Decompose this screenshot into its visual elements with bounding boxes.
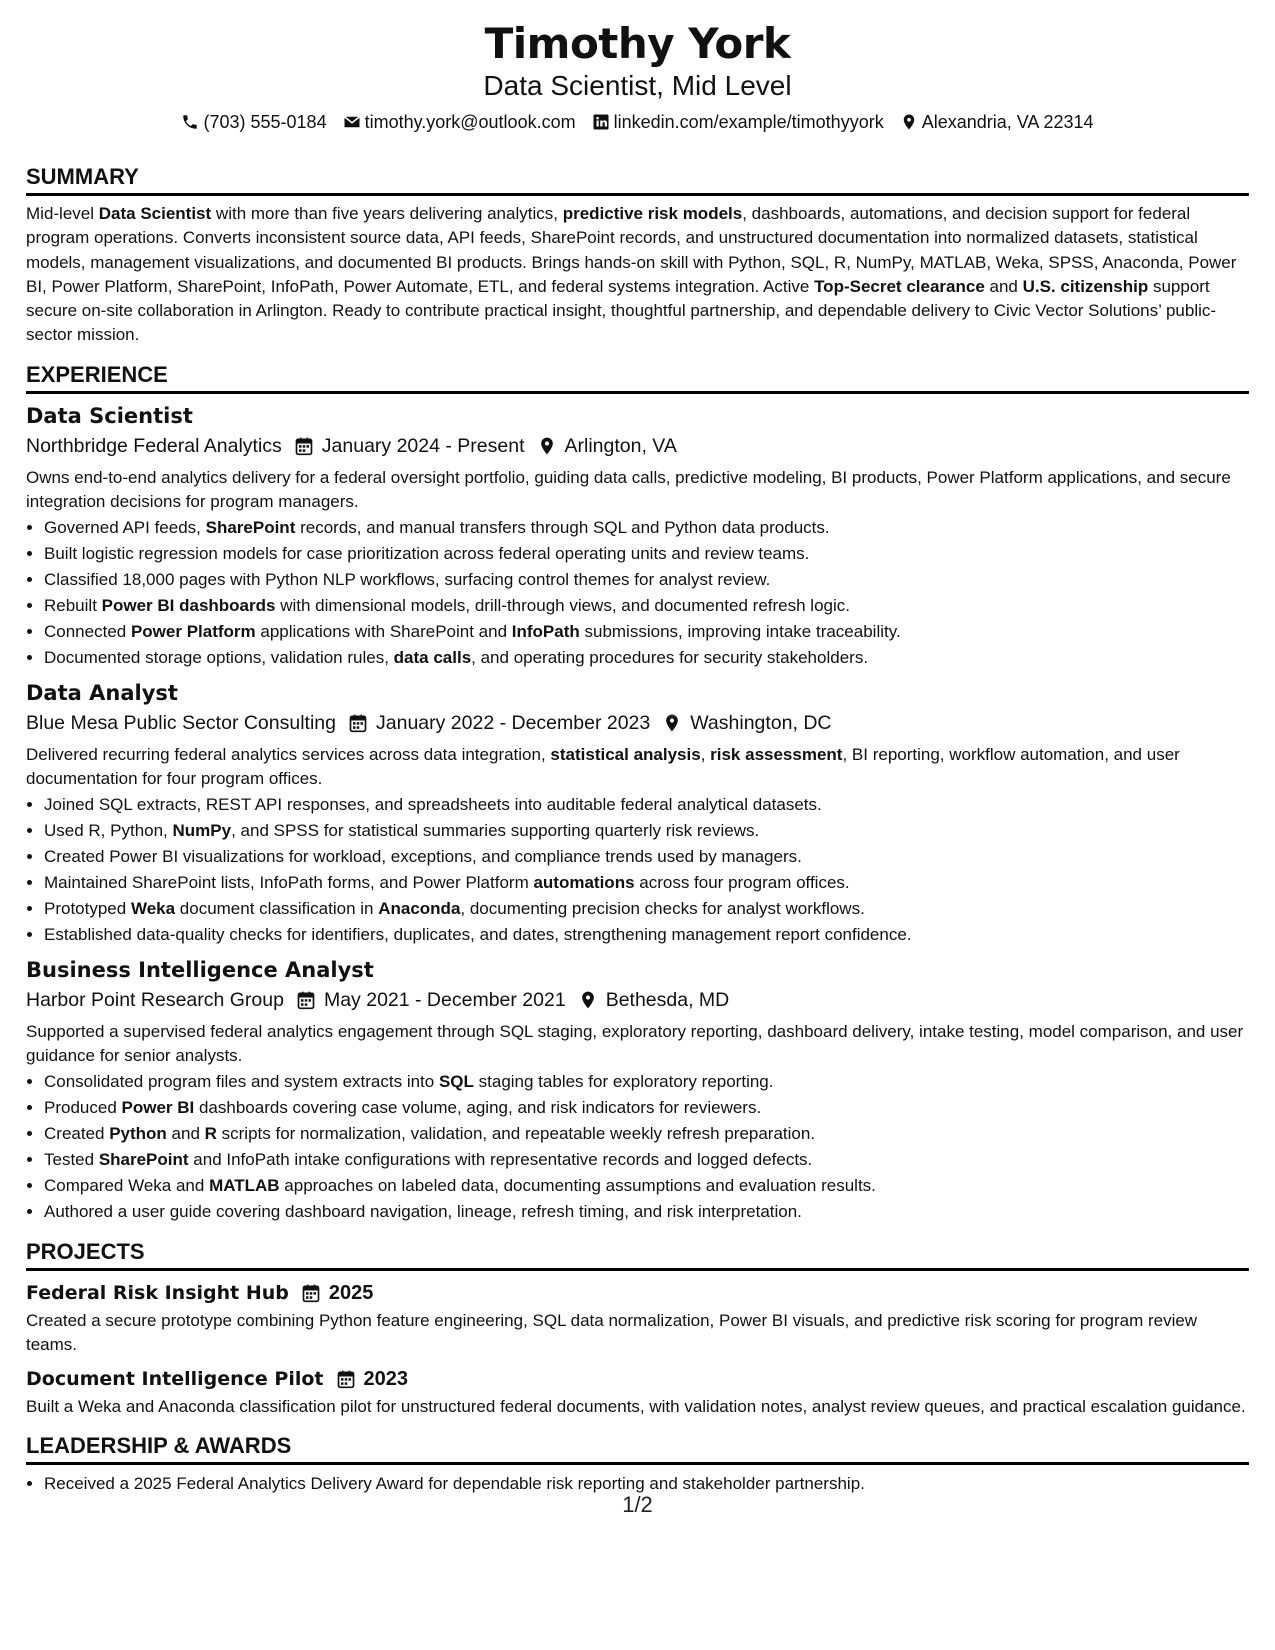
project-description: Built a Weka and Anaconda classification pilot for unstructured federal documents, with validation notes, analyst review queues, and practical escalation guidance. xyxy=(26,1396,1246,1416)
job-location: Bethesda, MD xyxy=(605,988,730,1011)
company-name: Harbor Point Research Group xyxy=(26,988,284,1011)
project-year: 2023 xyxy=(363,1367,408,1390)
calendar-icon xyxy=(336,1369,356,1389)
linkedin-icon xyxy=(592,113,610,131)
job-bullets xyxy=(26,515,1249,671)
job-meta xyxy=(26,709,1249,737)
job-description: Supported a supervised federal analytics engagement through SQL staging, exploratory reporting, dashboard delivery, intake testing, model comparison, and user guidance for senior analysts. xyxy=(26,1021,1244,1065)
job-title: Data Analyst xyxy=(26,680,178,705)
job-dates: January 2024 - Present xyxy=(321,434,525,457)
job-location: Arlington, VA xyxy=(564,434,677,457)
job-dates: May 2021 - December 2021 xyxy=(323,988,566,1011)
page-number: 1/2 xyxy=(622,1492,653,1517)
list-item: • Built logistic regression models for case prioritization across federal operating units and review teams. xyxy=(44,541,1249,567)
company-name: Blue Mesa Public Sector Consulting xyxy=(26,711,336,734)
list-item: • Prototyped Weka document classification in Anaconda, documenting precision checks for analyst workflows. xyxy=(44,896,1249,922)
calendar-icon xyxy=(296,990,316,1010)
project-header xyxy=(26,1365,1249,1393)
email-text[interactable]: timothy.york@outlook.com xyxy=(364,112,576,132)
list-item: • Governed API feeds, SharePoint records, and manual transfers through SQL and Python data products. xyxy=(44,515,1249,541)
contact-bar xyxy=(26,110,1249,134)
candidate-name: Timothy York xyxy=(484,19,791,68)
job-bullets xyxy=(26,1069,1249,1225)
summary-heading: SUMMARY xyxy=(26,164,1249,196)
list-item: • Rebuilt Power BI dashboards with dimensional models, drill-through views, and documented refresh logic. xyxy=(44,593,1249,619)
company-name: Northbridge Federal Analytics xyxy=(26,434,282,457)
list-item: • Authored a user guide covering dashboard navigation, lineage, refresh timing, and risk interpretation. xyxy=(44,1199,1249,1225)
job-title: Business Intelligence Analyst xyxy=(26,957,374,982)
job-bullets xyxy=(26,792,1249,948)
phone-icon xyxy=(181,113,199,131)
leadership-heading: LEADERSHIP & AWARDS xyxy=(26,1433,1249,1465)
contact-linkedin[interactable] xyxy=(592,110,884,134)
project-description: Created a secure prototype combining Python feature engineering, SQL data normalization, Power BI visuals, and predictive risk scoring for program review teams. xyxy=(26,1310,1198,1354)
map-pin-icon xyxy=(537,436,557,456)
experience-heading: EXPERIENCE xyxy=(26,362,1249,394)
resume-header xyxy=(26,18,1249,134)
list-item: • Used R, Python, NumPy, and SPSS for statistical summaries supporting quarterly risk reviews. xyxy=(44,818,1249,844)
job-meta xyxy=(26,432,1249,460)
project-header xyxy=(26,1279,1249,1307)
job-dates: January 2022 - December 2023 xyxy=(376,711,651,734)
list-item: • Classified 18,000 pages with Python NLP workflows, surfacing control themes for analyst review. xyxy=(44,567,1249,593)
contact-email[interactable] xyxy=(343,110,576,134)
job-description: Delivered recurring federal analytics services across data integration, statistical analysis, risk assessment, BI reporting, workflow automation, and user documentation for four program offices. xyxy=(26,744,1180,788)
calendar-icon xyxy=(294,436,314,456)
job-location: Washington, DC xyxy=(690,711,832,734)
contact-location xyxy=(900,110,1094,134)
resume-page xyxy=(26,18,1249,1497)
list-item: • Documented storage options, validation rules, data calls, and operating procedures for security stakeholders. xyxy=(44,645,1249,671)
list-item: • Created Power BI visualizations for workload, exceptions, and compliance trends used by managers. xyxy=(44,844,1249,870)
list-item: • Joined SQL extracts, REST API responses, and spreadsheets into auditable federal analytical datasets. xyxy=(44,792,1249,818)
map-pin-icon xyxy=(900,113,918,131)
project-year: 2025 xyxy=(328,1281,374,1304)
list-item: • Connected Power Platform applications with SharePoint and InfoPath submissions, improving intake traceability. xyxy=(44,619,1249,645)
calendar-icon xyxy=(301,1283,321,1303)
project-name: Document Intelligence Pilot xyxy=(26,1367,324,1390)
project-entry xyxy=(26,1279,1249,1357)
list-item: • Produced Power BI dashboards covering case volume, aging, and risk indicators for reviewers. xyxy=(44,1095,1249,1121)
project-name: Federal Risk Insight Hub xyxy=(26,1281,289,1304)
list-item: • Compared Weka and MATLAB approaches on labeled data, documenting assumptions and evaluation results. xyxy=(44,1173,1249,1199)
contact-phone xyxy=(181,110,326,134)
project-entry xyxy=(26,1365,1249,1419)
projects-heading: PROJECTS xyxy=(26,1239,1249,1271)
job-title: Data Scientist xyxy=(26,403,193,428)
phone-text: (703) 555-0184 xyxy=(203,112,327,132)
envelope-icon xyxy=(343,113,361,131)
location-text: Alexandria, VA 22314 xyxy=(921,112,1094,132)
job-entry xyxy=(26,956,1249,1225)
list-item: • Established data-quality checks for identifiers, duplicates, and dates, strengthening management report confidence. xyxy=(44,922,1249,948)
summary-text: Mid-level Data Scientist with more than five years delivering analytics, predictive risk models, dashboards, automations, and decision support for federal program operations. Converts inconsistent source data, API feeds, SharePoint records, and unstructured documentation into normalized datasets, statistical models, management visualizations, and documented BI products. Brings hands-on skill with Python, SQL, R, NumPy, MATLAB, Weka, SPSS, Anaconda, Power BI, Power Platform, SharePoint, InfoPath, Power Automate, ETL, and federal systems integration. Active Top-Secret clearance and U.S. citizenship support secure on-site collaboration in Arlington. Ready to contribute practical insight, thoughtful partnership, and dependable delivery to Civic Vector Solutions’ public-sector mission. xyxy=(26,204,1237,345)
list-item: • Consolidated program files and system extracts into SQL staging tables for exploratory reporting. xyxy=(44,1069,1249,1095)
map-pin-icon xyxy=(662,713,682,733)
job-meta xyxy=(26,986,1249,1014)
map-pin-icon xyxy=(578,990,598,1010)
list-item: • Created Python and R scripts for normalization, validation, and repeatable weekly refresh preparation. xyxy=(44,1121,1249,1147)
linkedin-text[interactable]: linkedin.com/example/timothyyork xyxy=(613,112,884,132)
candidate-headline: Data Scientist, Mid Level xyxy=(483,70,792,101)
job-entry xyxy=(26,402,1249,671)
list-item: • Received a 2025 Federal Analytics Delivery Award for dependable risk reporting and stakeholder partnership. xyxy=(44,1471,1249,1497)
calendar-icon xyxy=(348,713,368,733)
job-description: Owns end-to-end analytics delivery for a federal oversight portfolio, guiding data calls, predictive modeling, BI products, Power Platform applications, and secure integration decisions for program managers. xyxy=(26,467,1231,511)
list-item: • Tested SharePoint and InfoPath intake configurations with representative records and logged defects. xyxy=(44,1147,1249,1173)
job-entry xyxy=(26,679,1249,948)
list-item: • Maintained SharePoint lists, InfoPath forms, and Power Platform automations across four program offices. xyxy=(44,870,1249,896)
